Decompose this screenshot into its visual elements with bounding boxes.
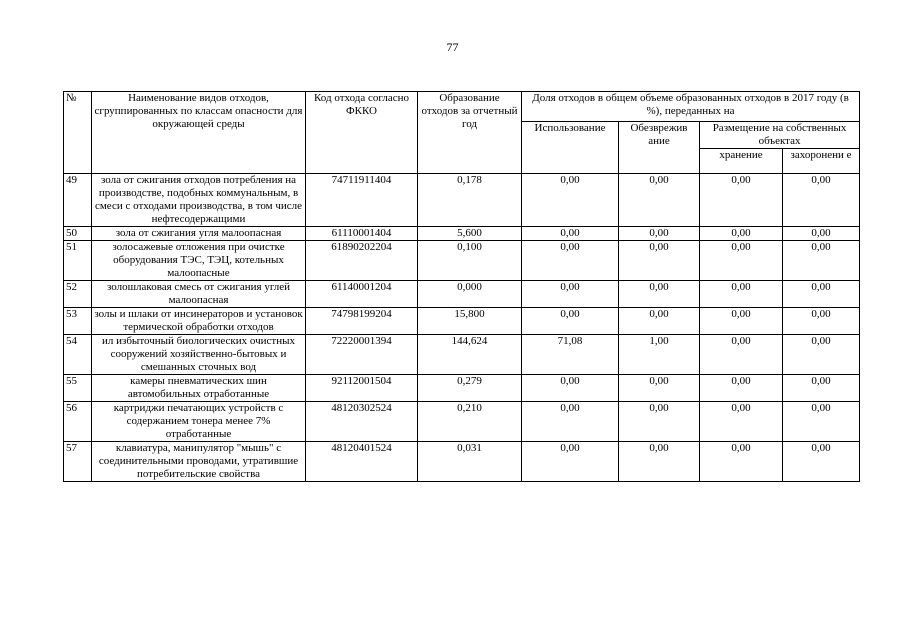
row-storage: 0,00 bbox=[700, 402, 783, 442]
row-use: 0,00 bbox=[522, 281, 619, 308]
row-formed: 5,600 bbox=[418, 227, 522, 241]
row-formed: 0,279 bbox=[418, 375, 522, 402]
row-storage: 0,00 bbox=[700, 308, 783, 335]
row-storage: 0,00 bbox=[700, 281, 783, 308]
row-formed: 0,031 bbox=[418, 442, 522, 482]
row-code: 48120302524 bbox=[306, 402, 418, 442]
row-num: 49 bbox=[64, 174, 92, 227]
row-neutralization: 1,00 bbox=[619, 335, 700, 375]
page-number: 77 bbox=[446, 40, 459, 54]
row-name: золошлаковая смесь от сжигания углей малоопасная bbox=[92, 281, 306, 308]
row-use: 0,00 bbox=[522, 241, 619, 281]
row-formed: 15,800 bbox=[418, 308, 522, 335]
row-burial: 0,00 bbox=[783, 375, 860, 402]
row-name: золосажевые отложения при очистке оборудования ТЭС, ТЭЦ, котельных малоопасные bbox=[92, 241, 306, 281]
header-use: Использование bbox=[522, 122, 619, 174]
row-formed: 144,624 bbox=[418, 335, 522, 375]
row-burial: 0,00 bbox=[783, 308, 860, 335]
row-name: ил избыточный биологических очистных сооружений хозяйственно-бытовых и смешанных сточных вод bbox=[92, 335, 306, 375]
table-row bbox=[64, 281, 860, 308]
row-formed: 0,000 bbox=[418, 281, 522, 308]
row-code: 72220001394 bbox=[306, 335, 418, 375]
header-share: Доля отходов в общем объеме образованных отходов в 2017 году (в %), переданных на bbox=[522, 92, 860, 122]
row-use: 0,00 bbox=[522, 308, 619, 335]
row-storage: 0,00 bbox=[700, 335, 783, 375]
row-name: зола от сжигания отходов потребления на производстве, подобных коммунальным, в смеси с отходами производства, в том числе нефтесодержащими bbox=[92, 174, 306, 227]
row-name: камеры пневматических шин автомобильных отработанные bbox=[92, 375, 306, 402]
header-num: № bbox=[64, 92, 92, 174]
row-neutralization: 0,00 bbox=[619, 402, 700, 442]
row-use: 71,08 bbox=[522, 335, 619, 375]
row-use: 0,00 bbox=[522, 375, 619, 402]
header-neutralization: Обезврежив ание bbox=[619, 122, 700, 174]
row-formed: 0,100 bbox=[418, 241, 522, 281]
row-num: 56 bbox=[64, 402, 92, 442]
row-burial: 0,00 bbox=[783, 402, 860, 442]
row-num: 53 bbox=[64, 308, 92, 335]
row-code: 61890202204 bbox=[306, 241, 418, 281]
header-storage: хранение bbox=[700, 149, 783, 174]
row-code: 92112001504 bbox=[306, 375, 418, 402]
waste-table bbox=[63, 91, 860, 482]
row-neutralization: 0,00 bbox=[619, 227, 700, 241]
row-use: 0,00 bbox=[522, 442, 619, 482]
table-row bbox=[64, 335, 860, 375]
row-neutralization: 0,00 bbox=[619, 375, 700, 402]
table-row bbox=[64, 241, 860, 281]
row-num: 51 bbox=[64, 241, 92, 281]
row-num: 50 bbox=[64, 227, 92, 241]
row-num: 55 bbox=[64, 375, 92, 402]
row-formed: 0,178 bbox=[418, 174, 522, 227]
table-row bbox=[64, 402, 860, 442]
header-code: Код отхода согласно ФККО bbox=[306, 92, 418, 174]
row-num: 57 bbox=[64, 442, 92, 482]
table-row bbox=[64, 442, 860, 482]
row-code: 61110001404 bbox=[306, 227, 418, 241]
row-num: 54 bbox=[64, 335, 92, 375]
row-burial: 0,00 bbox=[783, 335, 860, 375]
row-name: клавиатура, манипулятор "мышь" с соединительными проводами, утратившие потребительские свойства bbox=[92, 442, 306, 482]
table-row bbox=[64, 174, 860, 227]
table-row bbox=[64, 375, 860, 402]
row-name: зола от сжигания угля малоопасная bbox=[92, 227, 306, 241]
row-neutralization: 0,00 bbox=[619, 308, 700, 335]
row-use: 0,00 bbox=[522, 227, 619, 241]
row-code: 74798199204 bbox=[306, 308, 418, 335]
row-storage: 0,00 bbox=[700, 375, 783, 402]
row-burial: 0,00 bbox=[783, 241, 860, 281]
row-neutralization: 0,00 bbox=[619, 241, 700, 281]
row-code: 74711911404 bbox=[306, 174, 418, 227]
table-row bbox=[64, 227, 860, 241]
row-storage: 0,00 bbox=[700, 241, 783, 281]
table-row bbox=[64, 308, 860, 335]
row-storage: 0,00 bbox=[700, 174, 783, 227]
row-formed: 0,210 bbox=[418, 402, 522, 442]
header-burial: захоронени е bbox=[783, 149, 860, 174]
header-formed: Образование отходов за отчетный год bbox=[418, 92, 522, 174]
row-storage: 0,00 bbox=[700, 227, 783, 241]
row-neutralization: 0,00 bbox=[619, 174, 700, 227]
row-burial: 0,00 bbox=[783, 174, 860, 227]
header-name: Наименование видов отходов, сгруппированных по классам опасности для окружающей среды bbox=[92, 92, 306, 174]
row-storage: 0,00 bbox=[700, 442, 783, 482]
row-code: 61140001204 bbox=[306, 281, 418, 308]
header-placement: Размещение на собственных объектах bbox=[700, 122, 860, 149]
row-neutralization: 0,00 bbox=[619, 281, 700, 308]
row-burial: 0,00 bbox=[783, 442, 860, 482]
row-num: 52 bbox=[64, 281, 92, 308]
row-use: 0,00 bbox=[522, 174, 619, 227]
row-burial: 0,00 bbox=[783, 227, 860, 241]
row-name: картриджи печатающих устройств с содержанием тонера менее 7% отработанные bbox=[92, 402, 306, 442]
row-neutralization: 0,00 bbox=[619, 442, 700, 482]
row-name: золы и шлаки от инсинераторов и установок термической обработки отходов bbox=[92, 308, 306, 335]
row-burial: 0,00 bbox=[783, 281, 860, 308]
row-code: 48120401524 bbox=[306, 442, 418, 482]
row-use: 0,00 bbox=[522, 402, 619, 442]
